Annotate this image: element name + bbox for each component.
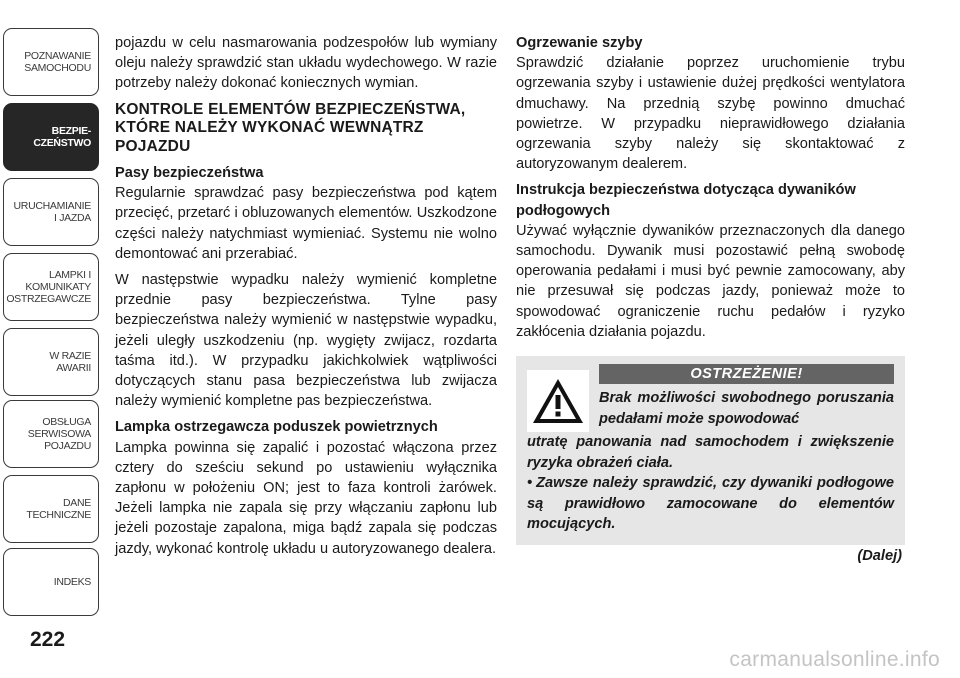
tab-w-razie-awarii[interactable] [3, 328, 99, 396]
tab-bezpieczenstwo[interactable] [3, 103, 99, 171]
seat-belts-heading: Pasy bezpieczeństwa [115, 165, 264, 181]
tab-poznawanie-samochodu[interactable] [3, 28, 99, 96]
chapter-tabs [0, 0, 102, 678]
left-column [115, 33, 497, 565]
tab-lampki-i-komunikaty[interactable] [3, 253, 99, 321]
continuation-paragraph: pojazdu w celu nasmarowania podzespołów lub wymiany oleju należy sprawdzić stan układu wydechowego. W razie potrzeby należy dokonać koniecznych wymian. [115, 35, 497, 92]
warning-box [516, 356, 905, 545]
airbag-lamp-heading: Lampka ostrzegawcza poduszek powietrznych [115, 419, 438, 436]
defrost-paragraph: Sprawdzić działanie poprzez uruchomienie trybu ogrzewania szyby i ustawienie dużej prędkości wentylatora dmuchawy. Na przednią szybę powinno dmuchać powietrze. W przypadku nieprawidłowego działania ogrzewania szyby należy się skontaktować z autoryzowanym dealerem. [516, 55, 905, 173]
tab-obsluga-serwisowa[interactable] [3, 400, 99, 468]
watermark: carmanualsonline.info [729, 648, 940, 671]
tab-label: INDEKS [53, 576, 91, 588]
warning-text-tail: utratę panowania nad samochodem i zwiększenie ryzyka obrażeń ciała. [527, 434, 894, 471]
right-column [516, 33, 905, 564]
tab-label: LAMPKI I KOMUNIKATY OSTRZEGAWCZE [6, 269, 91, 305]
tab-label: POZNAWANIE SAMOCHODU [24, 50, 91, 74]
warning-title: OSTRZEŻENIE! [599, 364, 894, 384]
bullet-icon: • [527, 475, 533, 492]
tab-dane-techniczne[interactable] [3, 475, 99, 543]
airbag-lamp-paragraph: Lampka powinna się zapalić i pozostać włączona przez cztery do sześciu sekund po ustawieniu wyłącznika zapłonu w położeniu ON; jest to faza kontroli żarówek. Jeżeli lampka nie zapala się przy włączaniu zapłonu lub jeżeli pozostaje zapalona, miga bądź zapala się podczas jazdy, wykonać kontrolę układu u autoryzowanego dealera. [115, 439, 497, 557]
warning-text-head: Brak możliwości swobodnego poruszania pedałami może spowodować [599, 390, 894, 427]
tab-label: BEZPIE- CZEŃSTWO [33, 125, 91, 149]
floor-mat-heading: Instrukcja bezpieczeństwa dotycząca dywaników podłogowych [516, 182, 856, 219]
tab-uruchamianie-i-jazda[interactable] [3, 178, 99, 246]
tab-label: OBSŁUGA SERWISOWA POJAZDU [27, 416, 91, 452]
floor-mat-paragraph: Używać wyłącznie dywaników przeznaczonych dla danego samochodu. Dywanik musi pozostawić pełną swobodę operowania pedałami i musi być pewnie zamocowany, aby nie przesuwał się podczas jazdy, ponieważ może to spowodować ograniczenie ruchu pedałów i ryzyko zakłócenia działania pojazdu. [516, 222, 905, 340]
tab-indeks[interactable] [3, 548, 99, 616]
tab-label: URUCHAMIANIE I JAZDA [13, 200, 91, 224]
defrost-heading: Ogrzewanie szyby [516, 35, 643, 51]
page-number: 222 [30, 628, 66, 651]
tab-label: DANE TECHNICZNE [26, 497, 91, 521]
section-title: KONTROLE ELEMENTÓW BEZPIECZEŃSTWA, KTÓRE NALEŻY WYKONAĆ WEWNĄTRZ POJAZDU [115, 100, 466, 156]
seat-belts-paragraph-1: Regularnie sprawdzać pasy bezpieczeństwa pod kątem przecięć, przetarć i obluzowanych elementów. Uszkodzone części należy natychmiast wymieniać. Systemu nie wolno demontować ani przerabiać. [115, 185, 497, 262]
continued-label: (Dalej) [857, 547, 902, 564]
warning-bullet-item [527, 473, 894, 535]
tab-label: W RAZIE AWARII [49, 350, 91, 374]
warning-triangle-icon [527, 370, 589, 432]
warning-bullet-text: Zawsze należy sprawdzić, czy dywaniki podłogowe są prawidłowo zamocowane do elementów mocujących. [527, 475, 894, 533]
seat-belts-paragraph-2: W następstwie wypadku należy wymienić kompletne przednie pasy bezpieczeństwa. Tylne pasy bezpieczeństwa należy wymienić w następstwie wypadku, jeżeli uległy uszkodzeniu (np. wygięty zwijacz, rozdarta taśma itd.). W przypadku jakichkolwiek wątpliwości dotyczących stanu pasa bezpieczeństwa lub zwijacza należy wymienić kompletne pas bezpieczeństwa. [115, 272, 497, 410]
